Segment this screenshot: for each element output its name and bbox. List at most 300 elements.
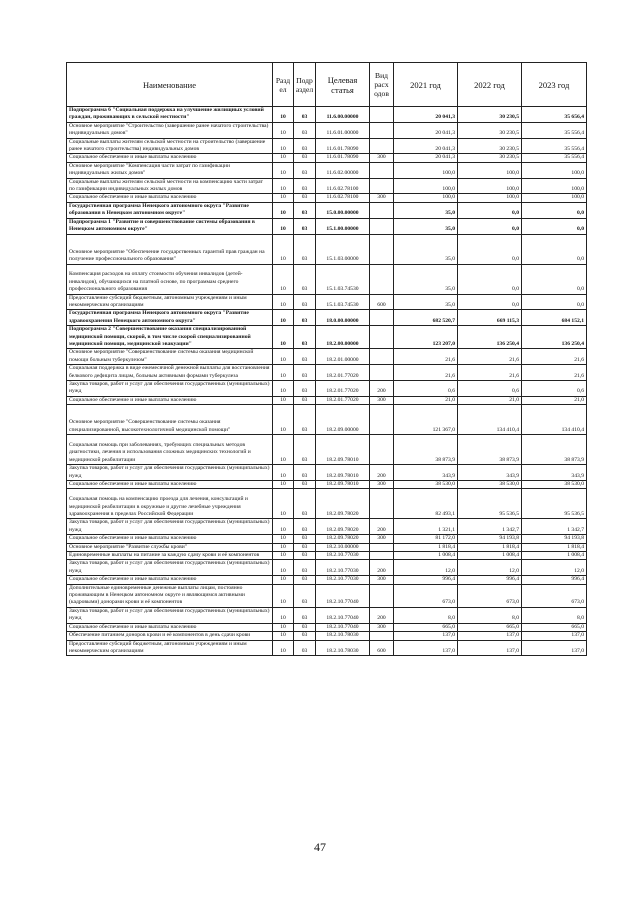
row-subsection: 03 xyxy=(294,519,316,535)
table-row xyxy=(67,326,587,349)
row-name: Закупка товаров, работ и услуг для обеспечения государственных (муниципальных) нужд xyxy=(67,607,273,623)
row-name: Дополнительные единовременные денежные выплаты лицам, постоянно проживающим в Ненецком автономном округе и являющимся активными (кадровыми) донорами крови и её компонентов xyxy=(67,584,273,607)
row-name: Закупка товаров, работ и услуг для обеспечения государственных (муниципальных) нужд xyxy=(67,465,273,481)
table-header-row xyxy=(67,63,587,107)
row-expense-type xyxy=(370,365,394,381)
row-name: Основное мероприятие "Компенсация части затрат по газификации индивидуальных жилых домов" xyxy=(67,162,273,178)
header-2021: 2021 год xyxy=(394,63,458,107)
row-name: Обеспечение питанием доноров крови и её компонентов в день сдачи крови xyxy=(67,632,273,640)
row-value-2023: 12,0 xyxy=(522,560,587,576)
row-value-2021: 38 873,9 xyxy=(394,435,458,465)
row-expense-type: 300 xyxy=(370,194,394,202)
row-value-2021: 12,0 xyxy=(394,560,458,576)
row-section: 10 xyxy=(273,543,294,551)
row-subsection: 03 xyxy=(294,365,316,381)
row-section: 10 xyxy=(273,396,294,404)
row-value-2022: 134 410,4 xyxy=(458,405,522,435)
row-value-2023: 35 556,4 xyxy=(522,154,587,162)
row-section: 10 xyxy=(273,632,294,640)
table-row xyxy=(67,543,587,551)
row-subsection: 03 xyxy=(294,234,316,264)
header-name: Наименование xyxy=(67,63,273,107)
row-target-article: 18.2.01.00000 xyxy=(316,349,370,365)
row-value-2022: 8,0 xyxy=(458,607,522,623)
row-section: 10 xyxy=(273,326,294,349)
row-value-2022: 21,6 xyxy=(458,349,522,365)
row-value-2022: 136 250,4 xyxy=(458,326,522,349)
row-target-article: 15.0.00.00000 xyxy=(316,202,370,218)
row-expense-type xyxy=(370,122,394,138)
row-section: 10 xyxy=(273,202,294,218)
row-section: 10 xyxy=(273,405,294,435)
row-section: 10 xyxy=(273,623,294,631)
row-value-2021: 21,0 xyxy=(394,396,458,404)
row-target-article: 18.2.10.77040 xyxy=(316,584,370,607)
row-value-2022: 0,0 xyxy=(458,234,522,264)
row-target-article: 18.2.09.78010 xyxy=(316,465,370,481)
page-number: 47 xyxy=(314,840,326,854)
row-value-2023: 0,6 xyxy=(522,380,587,396)
row-value-2021: 20 041,3 xyxy=(394,138,458,154)
table-row xyxy=(67,481,587,489)
row-target-article: 18.2.00.00000 xyxy=(316,326,370,349)
row-value-2021: 1 321,1 xyxy=(394,519,458,535)
row-expense-type xyxy=(370,218,394,234)
row-subsection: 03 xyxy=(294,122,316,138)
row-value-2021: 8,0 xyxy=(394,607,458,623)
row-expense-type: 300 xyxy=(370,481,394,489)
row-value-2023: 1 342,7 xyxy=(522,519,587,535)
table-row xyxy=(67,194,587,202)
row-expense-type xyxy=(370,178,394,194)
row-section: 10 xyxy=(273,138,294,154)
row-value-2023: 1 008,4 xyxy=(522,552,587,560)
row-value-2022: 665,0 xyxy=(458,623,522,631)
row-value-2023: 21,6 xyxy=(522,349,587,365)
row-value-2022: 100,0 xyxy=(458,162,522,178)
row-value-2021: 673,0 xyxy=(394,584,458,607)
row-value-2022: 94 193,8 xyxy=(458,535,522,543)
row-value-2023: 684 152,1 xyxy=(522,310,587,326)
row-value-2022: 0,0 xyxy=(458,264,522,294)
header-2022: 2022 год xyxy=(458,63,522,107)
row-value-2022: 137,0 xyxy=(458,632,522,640)
row-target-article: 18.0.00.00000 xyxy=(316,310,370,326)
row-name: Основное мероприятие "Совершенствование системы оказания специализированной, высокотехнологичной медицинской помощи" xyxy=(67,405,273,435)
row-section: 10 xyxy=(273,560,294,576)
row-target-article: 15.1.03.74530 xyxy=(316,294,370,310)
table-row xyxy=(67,623,587,631)
row-target-article: 18.2.10.77030 xyxy=(316,552,370,560)
row-target-article: 15.1.03.00000 xyxy=(316,234,370,264)
table-row xyxy=(67,380,587,396)
row-expense-type xyxy=(370,202,394,218)
row-expense-type xyxy=(370,349,394,365)
row-name: Закупка товаров, работ и услуг для обеспечения государственных (муниципальных) нужд xyxy=(67,560,273,576)
row-value-2023: 8,0 xyxy=(522,607,587,623)
table-row xyxy=(67,576,587,584)
row-value-2021: 137,0 xyxy=(394,632,458,640)
row-value-2021: 343,9 xyxy=(394,465,458,481)
row-value-2022: 21,6 xyxy=(458,365,522,381)
row-expense-type xyxy=(370,162,394,178)
table-row xyxy=(67,218,587,234)
row-expense-type: 200 xyxy=(370,560,394,576)
row-value-2023: 1 818,4 xyxy=(522,543,587,551)
row-expense-type xyxy=(370,584,394,607)
row-value-2021: 35,0 xyxy=(394,264,458,294)
row-name: Социальная помощь на компенсацию проезда для лечения, консультаций и медицинской реабилитации в окружные и другие лечебные учреждения здравоохранения в пределах Российской Федерации xyxy=(67,489,273,519)
header-section: Разд ел xyxy=(273,63,294,107)
row-subsection: 03 xyxy=(294,584,316,607)
row-section: 10 xyxy=(273,465,294,481)
row-value-2023: 0,0 xyxy=(522,218,587,234)
table-row xyxy=(67,632,587,640)
row-name: Предоставление субсидий бюджетным, автономным учреждениям и иным некоммерческим организациям xyxy=(67,640,273,656)
row-target-article: 18.2.10.77030 xyxy=(316,560,370,576)
row-subsection: 03 xyxy=(294,294,316,310)
row-value-2022: 137,0 xyxy=(458,640,522,656)
row-target-article: 11.6.02.78100 xyxy=(316,194,370,202)
row-section: 10 xyxy=(273,234,294,264)
row-value-2023: 100,0 xyxy=(522,162,587,178)
row-subsection: 03 xyxy=(294,349,316,365)
table-row xyxy=(67,584,587,607)
row-subsection: 03 xyxy=(294,138,316,154)
row-subsection: 03 xyxy=(294,178,316,194)
row-name: Социальная помощь при заболеваниях, требующих специальных методов диагностики, лечения и использования сложных медицинских технологий и медицинской реабилитации xyxy=(67,435,273,465)
row-expense-type xyxy=(370,543,394,551)
row-section: 10 xyxy=(273,576,294,584)
row-name: Социальная поддержка в виде ежемесячной денежной выплаты для восстановления белкового дефицита лицам, больным активными формами туберкулеза xyxy=(67,365,273,381)
row-target-article: 18.2.09.78020 xyxy=(316,535,370,543)
row-name: Социальные выплаты жителям сельской местности на компенсацию части затрат по газификации индивидуальных жилых домов xyxy=(67,178,273,194)
table-row xyxy=(67,107,587,123)
row-value-2021: 20 041,3 xyxy=(394,107,458,123)
row-name: Подпрограмма 1 "Развитие и совершенствование системы образования в Ненецком автономном округе" xyxy=(67,218,273,234)
row-value-2021: 35,0 xyxy=(394,294,458,310)
row-value-2023: 100,0 xyxy=(522,194,587,202)
row-value-2022: 95 536,5 xyxy=(458,489,522,519)
row-expense-type: 600 xyxy=(370,640,394,656)
row-subsection: 03 xyxy=(294,154,316,162)
row-value-2022: 12,0 xyxy=(458,560,522,576)
row-target-article: 18.2.09.78020 xyxy=(316,519,370,535)
row-section: 10 xyxy=(273,552,294,560)
row-name: Социальное обеспечение и иные выплаты населению xyxy=(67,623,273,631)
row-value-2022: 343,9 xyxy=(458,465,522,481)
row-expense-type: 600 xyxy=(370,294,394,310)
row-name: Социальное обеспечение и иные выплаты населению xyxy=(67,481,273,489)
row-expense-type xyxy=(370,107,394,123)
row-name: Основное мероприятие "Обеспечение государственных гарантий прав граждан на получение профессионального образования" xyxy=(67,234,273,264)
row-expense-type xyxy=(370,405,394,435)
row-target-article: 11.6.02.78100 xyxy=(316,178,370,194)
row-target-article: 18.2.09.78020 xyxy=(316,489,370,519)
row-target-article: 15.1.03.74530 xyxy=(316,264,370,294)
row-value-2021: 35,0 xyxy=(394,202,458,218)
row-value-2023: 35 656,4 xyxy=(522,107,587,123)
row-value-2023: 0,0 xyxy=(522,264,587,294)
row-value-2022: 0,0 xyxy=(458,294,522,310)
row-name: Социальное обеспечение и иные выплаты населению xyxy=(67,194,273,202)
row-value-2021: 20 041,3 xyxy=(394,154,458,162)
row-subsection: 03 xyxy=(294,552,316,560)
row-value-2023: 35 556,4 xyxy=(522,122,587,138)
row-value-2021: 21,6 xyxy=(394,365,458,381)
row-value-2022: 100,0 xyxy=(458,178,522,194)
row-subsection: 03 xyxy=(294,326,316,349)
row-subsection: 03 xyxy=(294,202,316,218)
row-section: 10 xyxy=(273,435,294,465)
row-subsection: 03 xyxy=(294,396,316,404)
row-value-2023: 137,0 xyxy=(522,632,587,640)
table-row xyxy=(67,122,587,138)
row-subsection: 03 xyxy=(294,632,316,640)
row-expense-type: 200 xyxy=(370,607,394,623)
table-row xyxy=(67,294,587,310)
row-value-2021: 996,4 xyxy=(394,576,458,584)
row-value-2023: 134 410,4 xyxy=(522,405,587,435)
row-subsection: 03 xyxy=(294,194,316,202)
row-section: 10 xyxy=(273,178,294,194)
row-target-article: 11.6.01.78090 xyxy=(316,154,370,162)
row-target-article: 18.2.10.77040 xyxy=(316,607,370,623)
table-row xyxy=(67,162,587,178)
row-value-2023: 0,0 xyxy=(522,202,587,218)
row-value-2021: 20 041,3 xyxy=(394,122,458,138)
table-row xyxy=(67,535,587,543)
row-value-2021: 1 818,4 xyxy=(394,543,458,551)
table-row xyxy=(67,202,587,218)
row-name: Единовременные выплаты на питание за каждую сдачу крови и её компонентов xyxy=(67,552,273,560)
row-section: 10 xyxy=(273,264,294,294)
row-value-2023: 343,9 xyxy=(522,465,587,481)
row-value-2023: 137,0 xyxy=(522,640,587,656)
row-subsection: 03 xyxy=(294,623,316,631)
row-section: 10 xyxy=(273,218,294,234)
row-expense-type: 300 xyxy=(370,535,394,543)
table-row xyxy=(67,519,587,535)
row-subsection: 03 xyxy=(294,489,316,519)
table-row xyxy=(67,489,587,519)
table-row xyxy=(67,560,587,576)
row-name: Социальные выплаты жителям сельской местности на строительство (завершение ранее начатого строительства) индивидуальных домов xyxy=(67,138,273,154)
table-row xyxy=(67,365,587,381)
row-expense-type: 300 xyxy=(370,154,394,162)
row-section: 10 xyxy=(273,481,294,489)
row-value-2022: 669 115,3 xyxy=(458,310,522,326)
table-row xyxy=(67,465,587,481)
row-value-2022: 30 230,5 xyxy=(458,107,522,123)
row-expense-type xyxy=(370,435,394,465)
row-value-2022: 0,6 xyxy=(458,380,522,396)
row-section: 10 xyxy=(273,349,294,365)
row-value-2023: 94 193,8 xyxy=(522,535,587,543)
row-subsection: 03 xyxy=(294,576,316,584)
row-value-2023: 38 530,0 xyxy=(522,481,587,489)
row-section: 10 xyxy=(273,365,294,381)
row-value-2021: 0,6 xyxy=(394,380,458,396)
row-expense-type: 200 xyxy=(370,380,394,396)
row-expense-type: 300 xyxy=(370,396,394,404)
row-subsection: 03 xyxy=(294,481,316,489)
row-value-2021: 81 172,0 xyxy=(394,535,458,543)
row-subsection: 03 xyxy=(294,560,316,576)
table-row xyxy=(67,435,587,465)
header-2023: 2023 год xyxy=(522,63,587,107)
row-value-2022: 38 530,0 xyxy=(458,481,522,489)
row-expense-type: 300 xyxy=(370,623,394,631)
row-value-2023: 673,0 xyxy=(522,584,587,607)
row-subsection: 03 xyxy=(294,162,316,178)
table-row xyxy=(67,264,587,294)
row-value-2023: 35 556,4 xyxy=(522,138,587,154)
row-value-2023: 136 250,4 xyxy=(522,326,587,349)
row-target-article: 18.2.10.77040 xyxy=(316,623,370,631)
row-name: Подпрограмма 2 "Совершенствование оказания специализированной медицинской помощи, скорой, в том числе скорой специализированной медицинской помощи, медицинской эвакуации" xyxy=(67,326,273,349)
row-section: 10 xyxy=(273,194,294,202)
table-row xyxy=(67,552,587,560)
row-value-2022: 21,0 xyxy=(458,396,522,404)
row-value-2021: 21,6 xyxy=(394,349,458,365)
row-section: 10 xyxy=(273,519,294,535)
row-expense-type: 300 xyxy=(370,576,394,584)
row-expense-type xyxy=(370,489,394,519)
table-row xyxy=(67,349,587,365)
row-section: 10 xyxy=(273,380,294,396)
row-value-2023: 100,0 xyxy=(522,178,587,194)
row-value-2021: 123 207,0 xyxy=(394,326,458,349)
row-target-article: 18.2.09.00000 xyxy=(316,405,370,435)
row-expense-type xyxy=(370,326,394,349)
row-target-article: 18.2.01.77020 xyxy=(316,365,370,381)
row-name: Закупка товаров, работ и услуг для обеспечения государственных (муниципальных) нужд xyxy=(67,519,273,535)
row-section: 10 xyxy=(273,607,294,623)
row-value-2022: 30 230,5 xyxy=(458,138,522,154)
row-target-article: 11.6.00.00000 xyxy=(316,107,370,123)
row-value-2022: 673,0 xyxy=(458,584,522,607)
row-expense-type xyxy=(370,264,394,294)
row-subsection: 03 xyxy=(294,535,316,543)
row-value-2022: 1 008,4 xyxy=(458,552,522,560)
row-subsection: 03 xyxy=(294,107,316,123)
row-value-2021: 121 367,0 xyxy=(394,405,458,435)
row-expense-type: 200 xyxy=(370,519,394,535)
row-value-2023: 38 873,9 xyxy=(522,435,587,465)
row-value-2021: 682 520,7 xyxy=(394,310,458,326)
table-row xyxy=(67,178,587,194)
table-row xyxy=(67,310,587,326)
row-value-2021: 1 008,4 xyxy=(394,552,458,560)
header-target-article: Целевая статья xyxy=(316,63,370,107)
row-value-2021: 100,0 xyxy=(394,178,458,194)
row-value-2021: 100,0 xyxy=(394,162,458,178)
row-section: 10 xyxy=(273,310,294,326)
row-subsection: 03 xyxy=(294,264,316,294)
row-value-2021: 35,0 xyxy=(394,234,458,264)
row-expense-type xyxy=(370,632,394,640)
row-value-2023: 21,0 xyxy=(522,396,587,404)
row-value-2023: 0,0 xyxy=(522,294,587,310)
row-target-article: 18.2.01.77020 xyxy=(316,380,370,396)
row-value-2023: 21,6 xyxy=(522,365,587,381)
row-subsection: 03 xyxy=(294,380,316,396)
row-value-2023: 665,0 xyxy=(522,623,587,631)
row-value-2021: 137,0 xyxy=(394,640,458,656)
row-section: 10 xyxy=(273,122,294,138)
row-name: Основное мероприятие "Развитие службы крови" xyxy=(67,543,273,551)
row-value-2023: 0,0 xyxy=(522,234,587,264)
table-row xyxy=(67,607,587,623)
row-section: 10 xyxy=(273,489,294,519)
row-section: 10 xyxy=(273,294,294,310)
row-name: Закупка товаров, работ и услуг для обеспечения государственных (муниципальных) нужд xyxy=(67,380,273,396)
row-value-2022: 0,0 xyxy=(458,202,522,218)
row-section: 10 xyxy=(273,154,294,162)
row-value-2021: 100,0 xyxy=(394,194,458,202)
row-expense-type xyxy=(370,234,394,264)
header-expense-type: Вид расх одов xyxy=(370,63,394,107)
row-target-article: 11.6.02.00000 xyxy=(316,162,370,178)
row-target-article: 18.2.10.00000 xyxy=(316,543,370,551)
row-section: 10 xyxy=(273,162,294,178)
row-section: 10 xyxy=(273,535,294,543)
table-row xyxy=(67,640,587,656)
row-value-2021: 665,0 xyxy=(394,623,458,631)
row-target-article: 11.6.01.00000 xyxy=(316,122,370,138)
row-expense-type xyxy=(370,552,394,560)
row-target-article: 18.2.10.78030 xyxy=(316,632,370,640)
row-expense-type xyxy=(370,310,394,326)
row-value-2022: 0,0 xyxy=(458,218,522,234)
row-subsection: 03 xyxy=(294,405,316,435)
row-name: Основное мероприятие "Совершенствование системы оказания медицинской помощи больным туберкулезом" xyxy=(67,349,273,365)
table-row xyxy=(67,405,587,435)
row-section: 10 xyxy=(273,584,294,607)
row-section: 10 xyxy=(273,107,294,123)
row-target-article: 18.2.10.78030 xyxy=(316,640,370,656)
row-name: Подпрограмма 6 "Социальная поддержка на улучшение жилищных условий граждан, проживающих в сельской местности" xyxy=(67,107,273,123)
row-value-2021: 35,0 xyxy=(394,218,458,234)
row-name: Социальное обеспечение и иные выплаты населению xyxy=(67,154,273,162)
row-name: Государственная программа Ненецкого автономного округа "Развитие здравоохранения Ненецкого автономного округа" xyxy=(67,310,273,326)
row-subsection: 03 xyxy=(294,543,316,551)
table-body xyxy=(67,107,587,656)
row-name: Основное мероприятие "Строительство (завершение ранее начатого строительства) индивидуальных домов" xyxy=(67,122,273,138)
row-value-2023: 95 536,5 xyxy=(522,489,587,519)
row-subsection: 03 xyxy=(294,465,316,481)
row-name: Социальное обеспечение и иные выплаты населению xyxy=(67,576,273,584)
row-target-article: 18.2.09.78010 xyxy=(316,435,370,465)
row-target-article: 15.1.00.00000 xyxy=(316,218,370,234)
row-target-article: 18.2.09.78010 xyxy=(316,481,370,489)
table-row xyxy=(67,154,587,162)
row-target-article: 18.2.10.77030 xyxy=(316,576,370,584)
row-name: Социальное обеспечение и иные выплаты населению xyxy=(67,535,273,543)
table-row xyxy=(67,396,587,404)
row-subsection: 03 xyxy=(294,607,316,623)
header-subsection: Подр аздел xyxy=(294,63,316,107)
row-subsection: 03 xyxy=(294,310,316,326)
budget-table xyxy=(66,62,587,656)
row-value-2021: 38 530,0 xyxy=(394,481,458,489)
row-value-2021: 82 493,1 xyxy=(394,489,458,519)
table-row xyxy=(67,138,587,154)
row-value-2022: 30 230,5 xyxy=(458,122,522,138)
row-expense-type xyxy=(370,138,394,154)
row-target-article: 11.6.01.78090 xyxy=(316,138,370,154)
